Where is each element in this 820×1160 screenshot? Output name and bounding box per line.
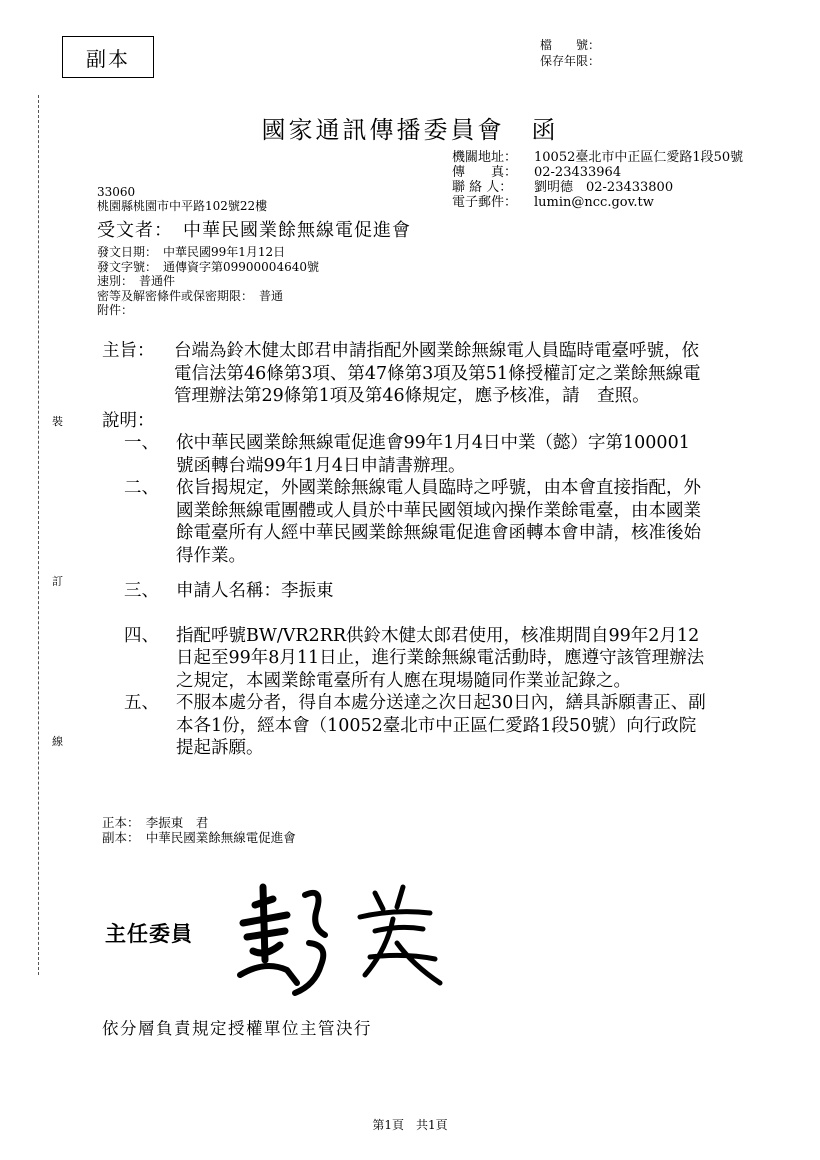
delegation-statement: 依分層負責規定授權單位主管決行 xyxy=(102,1019,372,1038)
binding-mark-staple: 訂 xyxy=(52,575,63,588)
letter-body xyxy=(102,340,742,760)
contact-address-key: 機關地址： xyxy=(452,150,518,165)
explanation-item xyxy=(124,477,742,567)
explanation-label: 說明： xyxy=(102,410,155,431)
explanation-item xyxy=(124,625,742,693)
handwritten-signature xyxy=(225,865,475,1005)
street-address: 桃園縣桃園市中平路102號22樓 xyxy=(97,199,268,213)
contact-email-value: lumin@ncc.gov.tw xyxy=(534,195,654,210)
distribution-block xyxy=(102,815,296,845)
subject-label: 主旨： xyxy=(102,341,155,361)
explanation-item xyxy=(124,580,742,603)
item-number: 一、 xyxy=(124,433,159,453)
item-text: 依旨揭規定，外國業餘無線電人員臨時之呼號，由本會直接指配，外國業餘無線電團體或人員於中華民國領域內操作業餘電臺，由本國業餘電臺所有人經中華民國業餘無線電促進會函轉本會申請，核准後始得作業。 xyxy=(176,478,701,566)
subject-text: 台端為鈴木健太郎君申請指配外國業餘無線電人員臨時電臺呼號，依電信法第46條第3項、第47條第3項及第51條授權訂定之業餘無線電管理辦法第29條第1項及第46條規定，應予核准，請 查照。 xyxy=(174,341,701,406)
attachments: 附件： xyxy=(97,303,134,317)
explanation-item xyxy=(124,692,742,760)
signer-title: 主任委員 xyxy=(105,921,193,946)
contact-email-key: 電子郵件： xyxy=(452,195,518,210)
contact-fax-value: 02-23433964 xyxy=(534,165,622,180)
document-number: 發文字號： 通傳資字第09900004640號 xyxy=(97,259,319,274)
copy-to: 副本： 中華民國業餘無線電促進會 xyxy=(102,830,296,845)
contact-block xyxy=(452,150,743,210)
item-text: 指配呼號BW/VR2RR供鈴木健太郎君使用，核准期間自99年2月12日起至99年8月11日止，進行業餘無線電活動時，應遵守該管理辦法之規定，本國業餘電臺所有人應在現場隨同作業並記錄之。 xyxy=(176,625,705,691)
binding-mark-bind: 裝 xyxy=(52,415,63,428)
document-title: 國家通訊傳播委員會 函 xyxy=(261,116,559,144)
contact-person-key: 聯 絡 人： xyxy=(452,180,513,195)
postcode: 33060 xyxy=(97,185,136,199)
file-number-label: 檔 號： xyxy=(540,38,601,52)
binding-mark-line: 線 xyxy=(52,735,63,748)
item-number: 二、 xyxy=(124,478,159,498)
original-to: 正本： 李振東 君 xyxy=(102,815,209,830)
retention-label: 保存年限： xyxy=(540,54,601,68)
confidentiality: 密等及解密條件或保密期限： 普通 xyxy=(97,288,284,303)
contact-address-value: 10052臺北市中正區仁愛路1段50號 xyxy=(534,150,744,165)
contact-fax-key: 傳 真： xyxy=(452,165,518,180)
issue-date: 發文日期： 中華民國99年1月12日 xyxy=(97,245,286,259)
item-text: 不服本處分者，得自本處分送達之次日起30日內，繕具訴願書正、副本各1份，經本會（10052臺北市中正區仁愛路1段50號）向行政院提起訴願。 xyxy=(176,693,706,758)
meta-block xyxy=(97,245,319,318)
item-number: 四、 xyxy=(124,625,159,646)
copy-stamp: 副本 xyxy=(62,36,154,78)
page-indicator: 第1頁 共1頁 xyxy=(372,1118,448,1132)
item-text: 依中華民國業餘無線電促進會99年1月4日中業（懿）字第100001號函轉台端99年1月4日申請書辦理。 xyxy=(176,433,690,476)
explanation-item xyxy=(124,432,742,477)
recipient-address xyxy=(97,185,267,213)
contact-person-value: 劉明德 02-23433800 xyxy=(534,180,674,195)
recipient-line: 受文者： 中華民國業餘無線電促進會 xyxy=(97,220,411,241)
binding-line xyxy=(38,95,40,975)
subject-section xyxy=(102,340,742,408)
item-number: 三、 xyxy=(124,581,159,601)
item-number: 五、 xyxy=(124,693,159,713)
urgency: 速別： 普通件 xyxy=(97,274,176,288)
item-text: 申請人名稱：李振東 xyxy=(176,581,334,601)
